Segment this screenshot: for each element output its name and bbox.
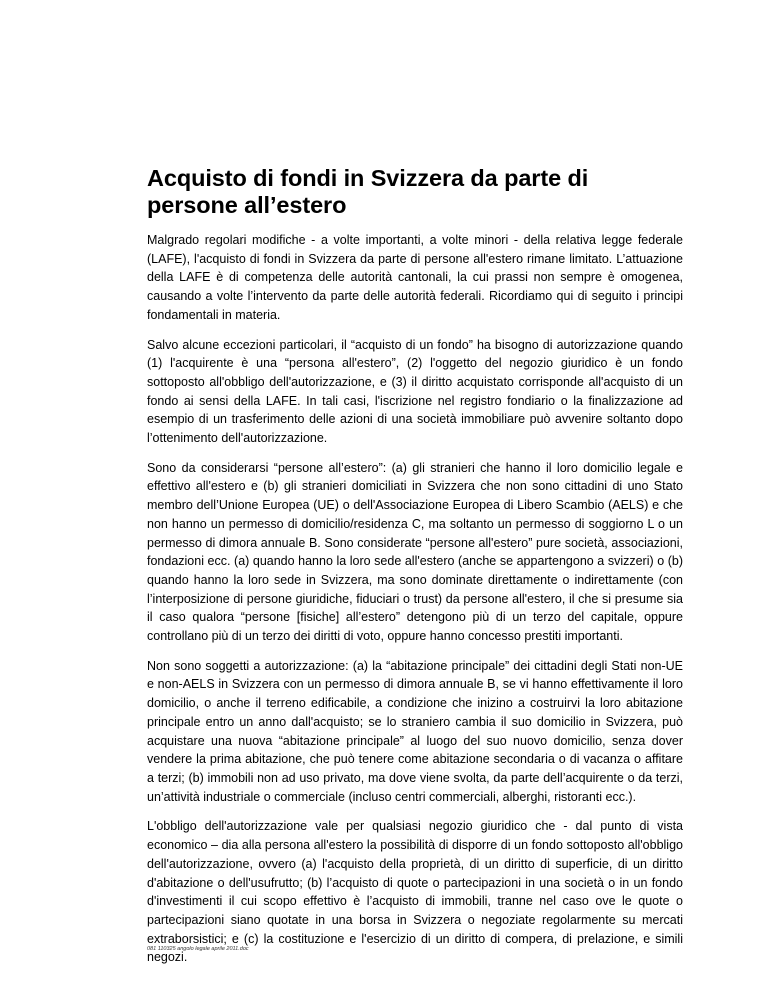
paragraph-authorization: Salvo alcune eccezioni particolari, il “acquisto di un fondo” ha bisogno di autorizzazione quando (1) l'acquirente è una “persona all'estero”, (2) l'oggetto del negozio giuridico è un fondo sottoposto all'obbligo dell'autorizzazione, e (3) il diritto acquistato corrisponde all'acquisto di un fondo ai sensi della LAFE. In tali casi, l'iscrizione nel registro fondiario o la finalizzazione ad esempio di un trasferimento delle azioni di una società immobiliare può avvenire soltanto dopo l’ottenimento dell'autorizzazione.: [147, 337, 683, 446]
document-footer-filename: 081 110325 angolo legale aprile 2011.doc: [147, 946, 249, 952]
paragraph-foreign-persons: Sono da considerarsi “persone all’estero”: (a) gli stranieri che hanno il loro domicilio legale e effettivo all'estero e (b) gli stranieri domiciliati in Svizzera che non sono cittadini di uno Stato membro dell’Unione Europea (UE) o dell'Associazione Europea di Libero Scambio (AELS) e che non hanno un permesso di domicilio/residenza C, ma soltanto un permesso di soggiorno L o un permesso di dimora annuale B. Sono considerate “persone all'estero” pure società, associazioni, fondazioni ecc. (a) quando hanno la loro sede all'estero (anche se appartengono a svizzeri) o (b) quando hanno la loro sede in Svizzera, ma sono dominate direttamente o indirettamente (con l’interposizione di persone giuridiche, fiduciari o trust) da persone all'estero, il che si presume sia il caso qualora “persone [fisiche] all’estero” detengono più di un terzo del capitale, oppure controllano più di un terzo dei diritti di voto, oppure hanno concesso prestiti importanti.: [147, 460, 683, 644]
document-page: [147, 165, 683, 978]
page-title: Acquisto di fondi in Svizzera da parte di persone all’estero: [147, 165, 589, 218]
paragraph-exemptions: Non sono soggetti a autorizzazione: (a) la “abitazione principale” dei cittadini degli Stati non-UE e non-AELS in Svizzera con un permesso di dimora annuale B, se vi hanno effettivamente il loro domicilio, o anche il terreno edificabile, a condizione che inizino a costruirvi la loro abitazione principale entro un anno dall'acquisto; se lo straniero cambia il suo domicilio in Svizzera, può acquistare una nuova “abitazione principale” al luogo del suo nuovo domicilio, senza dover vendere la prima abitazione, che può tenere come abitazione secondaria o di vacanza o affitare a terzi; (b) immobili non ad uso privato, ma dove viene svolta, da parte dell’acquirente o da terzi, un’attività industriale o commerciale (incluso centri commerciali, alberghi, ristoranti ecc.).: [147, 658, 683, 804]
paragraph-obligation-scope: L'obbligo dell'autorizzazione vale per qualsiasi negozio giuridico che - dal punto di vista economico – dia alla persona all'estero la possibilità di disporre di un fondo sottoposto all'obbligo dell'autorizzazione, ovvero (a) l'acquisto della proprietà, di un diritto di superficie, di un diritto d'abitazione o dell'usufrutto; (b) l’acquisto di quote o partecipazioni in una società o in un fondo d'investimenti il cui scopo effettivo è l’acquisto di immobili, tranne nel caso ove le quote o partecipazioni siano quotate in una borsa in Svizzera o negoziate regolarmente su mercati extraborsistici; e (c) la costituzione e l'esercizio di un diritto di compera, di prelazione, e simili negozi.: [147, 819, 683, 965]
paragraph-intro: Malgrado regolari modifiche - a volte importanti, a volte minori - della relativa legge federale (LAFE), l'acquisto di fondi in Svizzera da parte di persone all'estero rimane limitato. L’attuazione della LAFE è di competenza delle autorità cantonali, la cui prassi non sempre è omogenea, causando a volte l’intervento da parte delle autorità federali. Ricordiamo qui di seguito i principi fondamentali in materia.: [147, 233, 683, 322]
